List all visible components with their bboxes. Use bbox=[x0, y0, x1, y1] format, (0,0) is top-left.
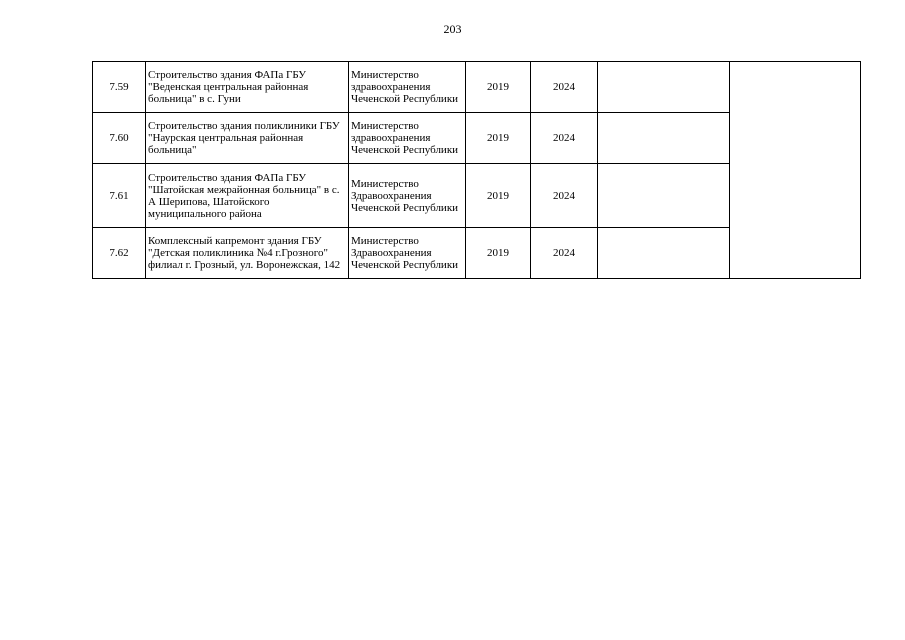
start-year-cell: 2019 bbox=[466, 164, 531, 228]
measure-name-cell: Строительство здания поликлиники ГБУ "Наурская центральная районная больница" bbox=[146, 113, 349, 164]
start-year-cell: 2019 bbox=[466, 113, 531, 164]
end-year-cell: 2024 bbox=[531, 62, 598, 113]
responsible-cell: Министерство Здравоохранения Чеченской Республики bbox=[349, 228, 466, 279]
extra-cell bbox=[598, 113, 730, 164]
extra-cell bbox=[598, 62, 730, 113]
measures-table bbox=[92, 61, 861, 279]
end-year-cell: 2024 bbox=[531, 113, 598, 164]
measure-name-cell: Строительство здания ФАПа ГБУ "Веденская центральная районная больница" в с. Гуни bbox=[146, 62, 349, 113]
row-number-cell: 7.61 bbox=[93, 164, 146, 228]
responsible-cell: Министерство Здравоохранения Чеченской Республики bbox=[349, 164, 466, 228]
row-number-cell: 7.59 bbox=[93, 62, 146, 113]
extra-cell bbox=[598, 228, 730, 279]
start-year-cell: 2019 bbox=[466, 62, 531, 113]
merged-last-column-cell bbox=[730, 62, 861, 279]
responsible-cell: Министерство здравоохранения Чеченской Республики bbox=[349, 62, 466, 113]
start-year-cell: 2019 bbox=[466, 228, 531, 279]
row-number-cell: 7.60 bbox=[93, 113, 146, 164]
row-number-cell: 7.62 bbox=[93, 228, 146, 279]
end-year-cell: 2024 bbox=[531, 228, 598, 279]
responsible-cell: Министерство здравоохранения Чеченской Республики bbox=[349, 113, 466, 164]
extra-cell bbox=[598, 164, 730, 228]
page-number: 203 bbox=[443, 22, 462, 36]
end-year-cell: 2024 bbox=[531, 164, 598, 228]
measure-name-cell: Комплексный капремонт здания ГБУ "Детская поликлиника №4 г.Грозного" филиал г. Грозный, ул. Воронежская, 142 bbox=[146, 228, 349, 279]
table-row bbox=[93, 62, 861, 113]
measure-name-cell: Строительство здания ФАПа ГБУ "Шатойская межрайонная больница" в с. А Шерипова, Шатойского муниципального района bbox=[146, 164, 349, 228]
